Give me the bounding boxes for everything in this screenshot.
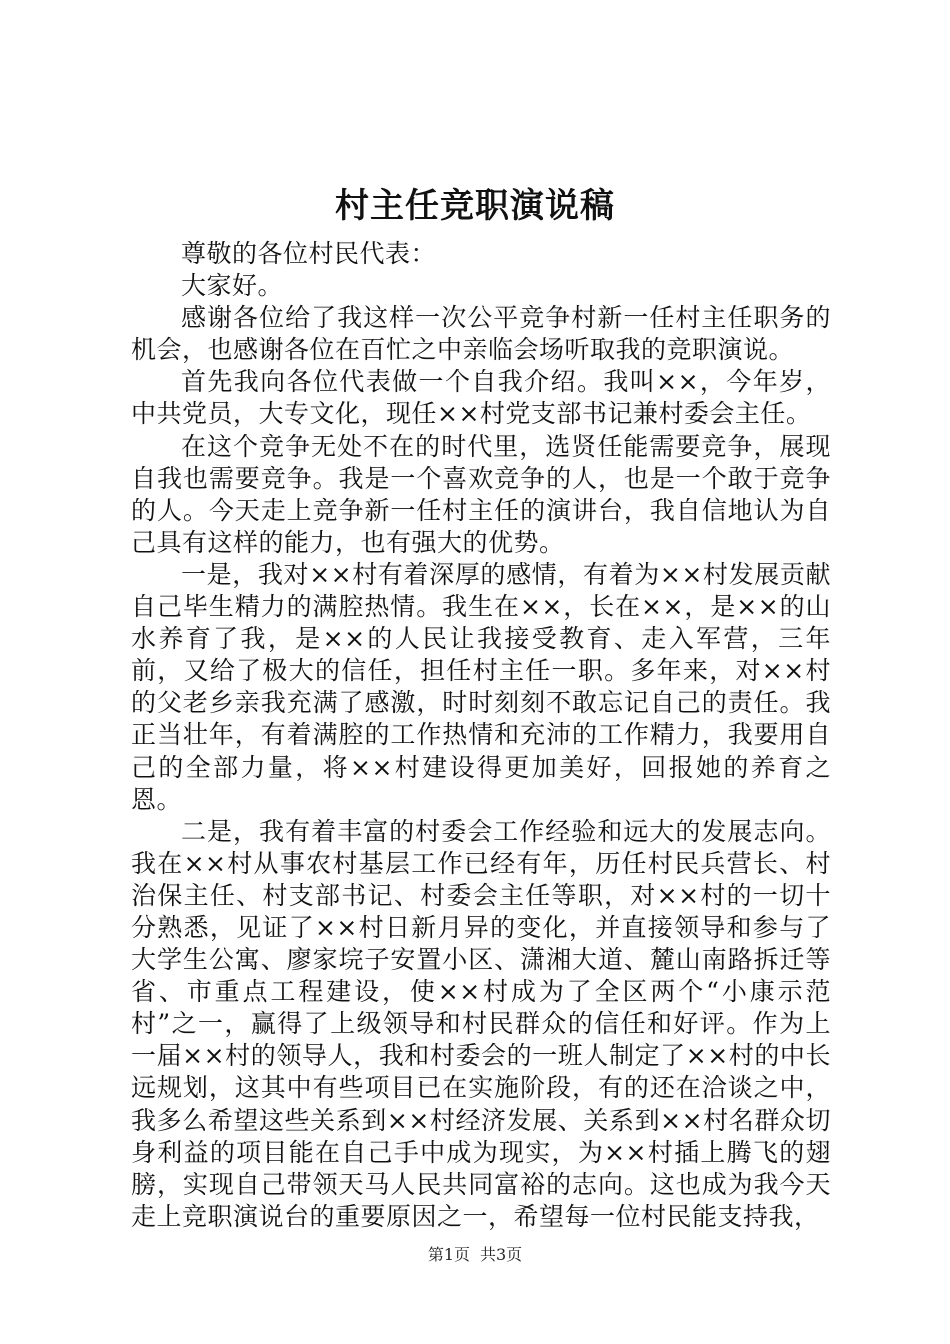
page-total: 共3页 bbox=[480, 1245, 523, 1264]
paragraph-self-introduction: 首先我向各位代表做一个自我介绍。我叫××，今年岁，中共党员，大专文化，现任××村党支部书记兼村委会主任。 bbox=[131, 367, 831, 429]
salutation: 尊敬的各位村民代表： bbox=[181, 239, 437, 268]
paragraph-point-one: 一是，我对××村有着深厚的感情，有着为××村发展贡献自己毕生精力的满腔热情。我生在××，长在××，是××的山水养育了我，是××的人民让我接受教育、走入军营，三年前，又给了极大的信任，担任村主任一职。多年来，对××村的父老乡亲我充满了感激，时时刻刻不敢忘记自己的责任。我正当壮年，有着满腔的工作热情和充沛的工作精力，我要用自己的全部力量，将××村建设得更加美好，回报她的养育之恩。 bbox=[131, 559, 831, 814]
paragraph-point-two: 二是，我有着丰富的村委会工作经验和远大的发展志向。我在××村从事农村基层工作已经有年，历任村民兵营长、村治保主任、村支部书记、村委会主任等职，对××村的一切十分熟悉，见证了××村日新月异的变化，并直接领导和参与了大学生公寓、廖家垸子安置小区、潇湘大道、麓山南路拆迁等省、市重点工程建设，使××村成为了全区两个“小康示范村”之一，赢得了上级领导和村民群众的信任和好评。作为上一届××村的领导人，我和村委会的一班人制定了××村的中长远规划，这其中有些项目已在实施阶段，有的还在洽谈之中，我多么希望这些关系到××村经济发展、关系到××村名群众切身利益的项目能在自己手中成为现实，为××村插上腾飞的翅膀，实现自己带领天马人民共同富裕的志向。这也成为我今天走上竞职演说台的重要原因之一，希望每一位村民能支持我， bbox=[131, 816, 831, 1231]
document-body bbox=[131, 238, 831, 1233]
paragraph-competition: 在这个竞争无处不在的时代里，选贤任能需要竞争，展现自我也需要竞争。我是一个喜欢竞争的人，也是一个敢于竞争的人。今天走上竞争新一任村主任的演讲台，我自信地认为自己具有这样的能力，也有强大的优势。 bbox=[131, 431, 831, 557]
paragraph-thanks: 感谢各位给了我这样一次公平竞争村新一任村主任职务的机会，也感谢各位在百忙之中亲临会场听取我的竞职演说。 bbox=[131, 303, 831, 365]
document-title: 村主任竞职演说稿 bbox=[335, 186, 615, 226]
greeting: 大家好。 bbox=[181, 271, 284, 301]
page-number: 第1页 bbox=[427, 1245, 470, 1264]
page-footer bbox=[0, 1244, 950, 1266]
